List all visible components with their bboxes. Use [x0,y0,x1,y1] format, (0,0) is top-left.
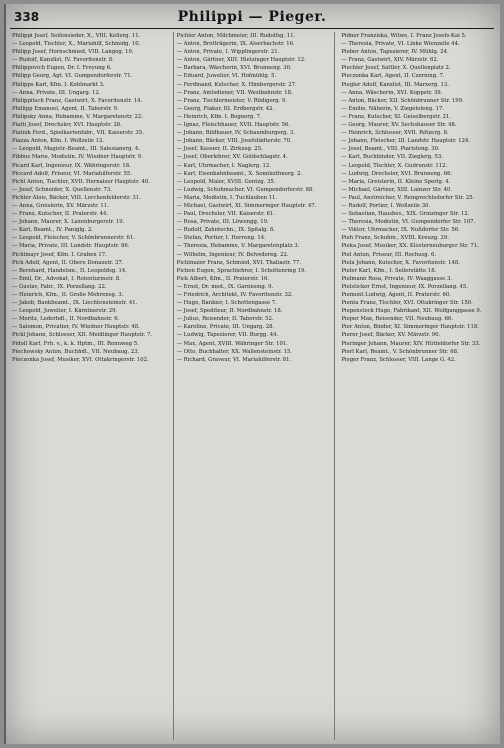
directory-entry: — Sebastian, Hausbes., XIX. Grinzinger Str. 12. [341,211,470,218]
directory-entry: Philipps Karl, Kfm. I. Kohlmarkt 3. [12,81,105,88]
directory-entry: — Karl, Eisenbahnbeamt., X. Sonnleithnerg. 2. [176,170,303,177]
directory-entry: — Stefan, Portier, I. Herreng. 14. [176,235,266,242]
directory-entry: — Theresia, Hebamme, V. Margaretenplatz 3. [176,243,300,250]
directory-entry: — Johann, Maurer, X. Laxenburgerstr. 19. [12,219,125,226]
directory-entry: — Leopold, Tischler, X. Gudrunstr. 112. [341,162,448,169]
directory-entry: Philippovich Eugen, Dr. I. Freyung 6. [12,65,112,72]
directory-entry: Pickl Johann, Schlosser, XII. Meidlinger Hauptstr. 7. [12,332,153,339]
directory-entry: — Theresia, Private, VI. Linke Wienzeile 44. [341,41,460,48]
scan-edge [4,4,6,744]
directory-entry: — Rudolf, Zahntechn., IX. Spitalg. 8. [176,227,275,234]
directory-entry: Pieringer Johann, Maurer, XIV. Hütteldorfer Str. 33. [341,340,481,347]
directory-entry: — Josef, Spediteur, II. Nordbahnstr. 18. [176,308,283,315]
column-middle [173,32,336,740]
directory-entry: Pierer Josef, Bäcker, XV. Märzstr. 90. [341,332,441,339]
directory-entry: — Otto, Buchhalter, XX. Wallensteinstr. 15. [176,348,292,355]
directory-entry: — Anton, Private, I. Wipplingerstr. 21. [176,49,280,56]
directory-entry: Pichler Anton, Milchmeier, III. Rudolfsg. 11. [176,33,296,39]
directory-entry: Pick Albert, Kfm., II. Praterstr. 16. [176,275,270,282]
directory-entry: — Ludwig, Tapezierer, VII. Burgg. 44. [176,332,279,339]
directory-entry: Pieczonka Karl, Agent, II. Czerning. 7. [341,73,445,80]
directory-entry: — Anna, Wäscherin, XVI. Koppstr. 39. [341,89,443,96]
directory-entry: Pichler Alois, Bäcker, VIII. Lerchenfelderstr. 31. [12,194,141,201]
directory-entry: — Georg, Fiaker, III. Erdbergstr. 42. [176,105,275,112]
directory-entry: — Anton, Brotträgerin, IX. Alserbachstr. 16. [176,41,295,48]
directory-entry: — Max, Agent, XVIII. Währinger Str. 101. [176,340,288,347]
directory-entry: — Karoline, Private, III. Ungarg. 28. [176,324,275,331]
directory-entry: — Karl, Uhrmacher, I. Naglerg. 12. [176,162,271,169]
directory-entry: Piatti Josef, Drechsler, XVI. Hauptstr. 28. [12,122,122,129]
directory-entry: — Julius, Reisender, II. Taborstr. 52. [176,316,274,323]
column-right [341,32,496,740]
directory-entry: Philipsky Anna, Hebamme, V. Margaretenstr. 22. [12,113,143,120]
directory-entry: Piechowsky Anton, Buchhdl., VII. Neubaug. 23. [12,348,140,355]
directory-entry: — Friedrich, Architekt, IV. Favoritenstr. 32. [176,292,293,298]
directory-entry: — Viktor, Uhrmacher, IX. Nußdorfer Str. 56. [341,227,460,234]
directory-entry: — Ernst, Dr. med., IX. Garnisong. 9. [176,283,274,290]
directory-entry: — Rudolf, Kanzlist, IV. Favoritenstr. 8. [12,57,114,64]
directory-entry: — Franz, Kutscher, II. Praterstr. 44. [12,211,109,218]
directory-entry: Pichl Anton, Tischler, XVII. Hernalser Hauptstr. 40. [12,178,150,185]
directory-entry: Pieczonka Josef, Musiker, XVI. Ottakringerstr. 102. [12,356,149,363]
directory-entry: — Leopold, Juwelier, I. Kärntnerstr. 29. [12,308,118,315]
directory-entry: Piatnik Ferd., Spielkartenfabr., VII. Kaiserstr. 35. [12,130,144,137]
directory-entry: Pieka Josef, Musiker, XX. Klosterneuburger Str. 71. [341,243,479,250]
page-number: 338 [14,10,40,24]
directory-entry: — Paul, Drechsler, VII. Kaiserstr. 61. [176,211,275,218]
directory-entry: — Ignaz, Fleischhauer, XVII. Hauptstr. 56. [176,122,291,129]
directory-entry: — Franz, Amtsdiener, VII. Westbahnstr. 18. [176,89,293,96]
directory-entry: — Georg, Maurer, XV. Sechshauser Str. 48. [341,122,457,129]
directory-entry: Piel Anton, Friseur, III. Rochusg. 6. [341,251,437,258]
directory-entry: Phillipp Emanuel, Agent, II. Taborstr. 9. [12,105,119,112]
directory-entry: Piemont Ludwig, Agent, II. Praterstr. 60. [341,292,451,298]
directory-entry: — Theresia, Modistin, VI. Gumpendorfer Str. 107. [341,219,476,226]
directory-entry: Pieh Franz, Schuhm., XVIII. Kreuzg. 29. [341,235,449,242]
directory-entry: — Eduard, Juwelier, VI. Hofmühlg. 5. [176,73,277,80]
directory-entry: Pibbus Marie, Modistin, IV. Wiedner Hauptstr. 9. [12,154,143,161]
directory-entry: — Richard, Graveur, VI. Mariahilferstr. 81. [176,356,292,363]
directory-entry: Philipp Georg, Agt. VI. Gumpendorferstr. 71. [12,73,133,80]
directory-entry: — Bernhard, Handelsm., II. Leopoldsg. 14. [12,267,127,274]
directory-entry: — Josef, Oberlehrer, XV. Goldschlagstr. 4. [176,154,288,161]
directory-entry: — Anton, Gärtner, XIII. Hietzinger Hauptstr. 12. [176,57,306,64]
directory-entry: — Michael, Gärtner, XIII. Lainzer Str. 40. [341,186,452,193]
directory-entry: Pier Anton, Binder, XI. Simmeringer Hauptstr. 118. [341,324,479,331]
directory-entry: — Moritz, Lederhdl., II. Nordbahnstr. 6. [12,316,120,323]
directory-entry: Philippitsch Franz, Gastwirt, X. Favoritenstr. 14. [12,97,143,104]
directory-entry: Pieber Anton, Tapezierer, IV. Mühlg. 24. [341,49,449,56]
directory-entry: Philipp Josef, Hornschmied, VIII. Langeg. 19. [12,49,134,56]
directory-entry: — Anna, Private, III. Ungarg. 12. [12,89,101,96]
directory-entry: Pieger Franz, Schlosser, VIII. Lange G. 42. [341,356,456,363]
directory-entry: — Josef, Schneider, X. Quellenstr. 73. [12,186,112,193]
directory-entry: — Rosa, Private, III. Löwengg. 19. [176,219,269,226]
directory-entry: Pienta Franz, Tischler, XVI. Ottakringer Str. 150. [341,300,473,307]
directory-entry: — Ferdinand, Kutscher, X. Himbergerstr. 27. [176,81,297,88]
directory-entry: Pierl Karl, Beamt., V. Schönbrunner Str. 68. [341,348,459,355]
directory-entry: — Ludwig, Schuhmacher, VI. Gumpendorferstr. 88. [176,186,315,193]
directory-entry: — Leopold, Maler, XVIII. Gentzg. 35. [176,178,276,185]
directory-entry: — Leopold, Magistr.-Beamt., III. Salesianerg. 4. [12,146,140,153]
directory-entry: — Franz, Gastwirt, XIV. Märzstr. 62. [341,57,439,64]
directory-entry: Piela Johann, Kutscher, X. Favoritenstr. 148. [341,259,460,266]
directory-entry: Pidoll Karl, Frh. v., k. k. Hptm., III. Rennweg 5. [12,340,139,347]
directory-entry: Pielsticker Ernst, Ingenieur, IX. Porzellang. 45. [341,283,468,290]
directory-entry: — Anna, Greislerin, XV. Märzstr. 11. [12,202,109,209]
directory-entry: Piepenstock Hugo, Fabrikant, XII. Wolfganggasse 9. [341,308,482,315]
directory-entry: — Maria, Private, III. Landstr. Hauptstr. 86. [12,243,130,250]
directory-entry: Pieper Max, Reisender, VII. Neubaug. 66. [341,316,454,323]
directory-entry: Piegler Adolf, Kanzlist, III. Marxerg. 13. [341,81,449,88]
directory-entry: — Emilie, Näherin, V. Ziegelofeng. 17. [341,105,445,112]
page-title: Philippi — Pieger. [177,9,327,25]
directory-entry: — Leopold, Fleischer, V. Schönbrunnerstr. 61. [12,235,135,242]
directory-entry: Pichlmaier Franz, Schmied, XVI. Thaliastr. 77. [176,259,302,266]
directory-entry: Pieler Karl, Kfm., I. Seilerstätte 18. [341,267,437,274]
directory-entry: — Josef, Kassier, II. Zirkusg. 25. [176,146,263,153]
directory-entry: Piazza Anton, Kfm. I. Wollzeile 12. [12,138,105,145]
directory-entry: — Anton, Bäcker, XII. Schönbrunner Str. 199. [341,97,464,104]
directory-entry: Piccard Adolf, Friseur, VI. Mariahilferstr. 55. [12,170,132,177]
directory-entry: — Heinrich, Kfm. I. Bognerg. 7. [176,113,262,120]
directory-entry: — Heinrich, Kfm., II. Große Mohrensg. 3. [12,292,124,298]
column-left [12,32,167,740]
directory-entry: Piechler Josef, Sattler, X. Quellenplatz 2. [341,65,451,72]
directory-entry: Pick Adolf, Agent, II. Obere Donaustr. 37. [12,259,124,266]
directory-entry: — Josef, Beamt., VIII. Piaristeng. 30. [341,146,440,153]
page-header [10,8,494,29]
directory-entry: Pichon Eugen, Sprachlehrer, I. Schottenring 19. [176,267,307,274]
directory-entry: — Johann, Fleischer, III. Landstr. Hauptstr. 124. [341,138,471,145]
directory-entry: — Hugo, Bankier, I. Schottengasse 7. [176,300,277,307]
directory-entry: — Emil, Dr., Advokat, I. Rotenturmstr. 8. [12,275,121,282]
directory-entry: — Michael, Gastwirt, XI. Simmeringer Hauptstr. 47. [176,202,317,209]
directory-entry: Pidner Franziska, Witwe, I. Franz Josefs-Kai 5. [341,33,467,39]
directory-entry: — Maria, Greislerin, II. Kleine Sperlg. 4. [341,178,451,185]
directory-entry: — Karl, Buchbinder, VII. Zieglerg. 53. [341,154,443,161]
directory-entry: — Maria, Modistin, I. Tuchlauben 11. [176,194,278,201]
directory-entry: — Ludwig, Drechsler, XVI. Brunneng. 66. [341,170,453,177]
directory-entry: — Heinrich, Schlosser, XVII. Rötzerg. 8. [341,130,449,137]
directory-entry: — Rudolf, Portier, I. Wollzeile 30. [341,202,431,209]
directory-columns [12,32,496,740]
directory-entry: — Leopold, Tischler, X., Mariahilf, Schmidg. 10. [12,41,141,48]
directory-entry: — Gustav, Fabr., IX. Porzellang. 22. [12,283,107,290]
directory-entry: Philippi Josef, Seifensieder, X., VIII. Kellerg. 11. [12,33,141,39]
directory-entry: — Jakob, Bankbeamt., IX. Liechtensteinstr. 41. [12,300,138,307]
directory-entry: — Wilhelm, Ingenieur, IV. Belvedereg. 22. [176,251,289,258]
directory-entry: Pielmann Rosa, Private, IV. Waaggasse 3. [341,275,453,282]
directory-entry: — Salomon, Privatier, IV. Wiedner Hauptstr. 48. [12,324,140,331]
directory-page [4,4,500,744]
directory-entry: — Barbara, Wäscherin, XVI. Brunneng. 30. [176,65,292,72]
directory-entry: Picard Karl, Ingenieur, IX. Währingerstr. 18. [12,162,131,169]
directory-entry: — Franz, Tischlermeister, V. Rüdigerg. 9. [176,97,288,104]
directory-entry: — Johann, Bildhauer, IV. Schaumburgerg. 3. [176,130,295,137]
directory-entry: — Paul, Anstreicher, V. Reinprechtsdorfer Str. 25. [341,194,475,201]
directory-entry: — Johann, Bäcker, VIII. Josefstädterstr. 70. [176,138,292,145]
directory-entry: Pichlmayr Josef, Kfm. I. Graben 17. [12,251,107,258]
directory-entry: — Karl, Beamt., IV. Paniglg. 2. [12,227,93,234]
directory-entry: — Franz, Kutscher, XI. Geiselbergstr. 21. [341,113,452,120]
